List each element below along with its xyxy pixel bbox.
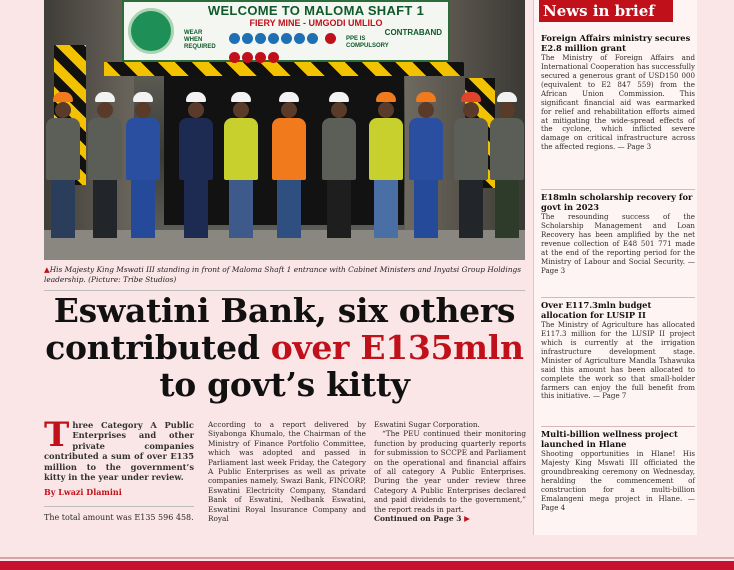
footer-band	[0, 561, 734, 570]
brief-body: The resounding success of the Scholarship Management and Loan Recovery has been amplified by the net revenue collection of E48 501 771 made at the end of the reporting period for the Ministry of Labour and Social Security. — Page 3	[541, 212, 695, 275]
vest-icon	[294, 33, 305, 44]
person	[88, 92, 122, 238]
headline-part1: Eswatini Bank, six others contributed	[45, 291, 516, 367]
news-in-brief-sidebar	[533, 0, 697, 535]
brief-headline: Foreign Affairs ministry secures E2.8 million grant	[541, 33, 691, 53]
mask-icon	[281, 33, 292, 44]
lead-photo	[44, 0, 525, 260]
person	[454, 92, 488, 238]
brief-story[interactable]	[541, 301, 695, 401]
divider	[541, 426, 695, 427]
article-body: According to a report delivered by Siyabonga Khumalo, the Chairman of the Ministry of Finance Portfolio Committee, which was adopted and passed in Parliament last week Friday, the Category A Public Enterprises as well as private companies namely, Swazi Bank, FINCORP, Eswatini Electricity Company, Standard Bank of Eswatini, Nedbank Eswatini, Eswatini Royal Insurance Company and Royal	[208, 420, 366, 524]
helmet-icon	[229, 33, 240, 44]
brief-body: The Ministry of Foreign Affairs and International Cooperation has successfully secured a generous grant of USD150 000 (equivalent to E2 847 559) from the African Union Commission. This significant financial aid was earmarked for relief and rehabilitation efforts aimed at mitigating the wide-spread effects of the cyclone, which inflicted severe damage on critical infrastructure across the affected regions. — Page 3	[541, 53, 695, 152]
gloves-icon	[255, 33, 266, 44]
article-quote: “The PEU continued their monitoring function by producing quarterly reports for submission to SCCPE and Parliament on the operational and financial affairs of all category A Public Enterprises. During the year under review three Category A Public Enterprises declared and paid dividends to the government,” the report reads in part.	[374, 429, 526, 514]
person	[409, 92, 443, 238]
byline: By Lwazi Dlamini	[44, 487, 122, 498]
person	[179, 92, 213, 238]
no-fire-icon	[242, 52, 253, 63]
brief-story[interactable]	[541, 193, 695, 276]
headline-highlight: over E135mln	[270, 328, 524, 367]
article-column-2	[208, 420, 366, 523]
article-body: Eswatini Sugar Corporation.	[374, 420, 480, 429]
person	[272, 92, 306, 238]
boots-icon	[242, 33, 253, 44]
arrow-right-icon: ▶	[464, 514, 470, 524]
divider	[541, 189, 695, 190]
continued-link[interactable]	[374, 514, 526, 523]
article-column-3	[374, 420, 526, 523]
footer-rule	[0, 557, 734, 559]
brief-headline: Over E117.3mln budget allocation for LUSIP II	[541, 300, 652, 320]
sidebar-title: News in brief	[539, 0, 673, 22]
brief-story[interactable]	[541, 34, 695, 152]
article-intro: hree Category A Public Enterprises and other private companies contributed a sum of over E135 million to the government’s kitty in the year under review.	[44, 420, 194, 483]
earplug-icon	[307, 33, 318, 44]
brief-headline: E18mln scholarship recovery for govt in 2023	[541, 192, 693, 212]
caption-text: His Majesty King Mswati III standing in front of Maloma Shaft 1 entrance with Cabinet Ministers and Inyatsi Group Holdings leadership. (Picture: Tribe Studios)	[44, 265, 521, 284]
no-camera-icon	[255, 52, 266, 63]
sign-compulsory: PPE IS COMPULSORY	[346, 36, 389, 49]
brief-body: Shooting opportunities in Hlane! His Majesty King Mswati III officiated the groundbreaking ceremony on Wednesday, heralding the commencement of construction for a multi-billion Emalangeni mega project in Hlane. — Page 4	[541, 449, 695, 512]
no-phone-icon	[325, 33, 336, 44]
person	[46, 92, 80, 238]
main-headline	[44, 292, 525, 403]
divider	[44, 506, 194, 507]
person	[322, 92, 356, 238]
person	[369, 92, 403, 238]
safety-icons	[228, 30, 340, 58]
sign-ppe-note: WEAR WHEN REQUIRED	[184, 30, 216, 50]
mine-welcome-sign	[122, 0, 450, 62]
photo-caption	[44, 265, 525, 285]
goggles-icon	[268, 33, 279, 44]
sign-title: WELCOME TO MALOMA SHAFT 1	[207, 3, 425, 18]
brief-story[interactable]	[541, 430, 695, 513]
person	[224, 92, 258, 238]
person	[126, 92, 160, 238]
continued-text: Continued on Page 3	[374, 514, 462, 524]
no-smoking-icon	[229, 52, 240, 63]
article-total: The total amount was E135 596 458.	[44, 512, 194, 522]
divider	[541, 297, 695, 298]
sign-contraband: CONTRABAND	[384, 28, 442, 37]
group-of-people	[44, 70, 525, 250]
dropcap: T	[44, 415, 70, 455]
sign-subtitle: FIERY MINE - UMGODI UMLILO	[249, 18, 383, 28]
headline-part3: to govt’s kitty	[159, 365, 410, 404]
brief-body: The Ministry of Agriculture has allocated E117.3 million for the LUSIP II project which is currently at the irrigation infrastructure development stage. Minister of Agriculture Mandla Tshawuka said this amount has been allocated to complete the work so that small-holder farmers can enjoy the full benefit from this initiative. — Page 7	[541, 320, 695, 401]
article-column-1	[44, 415, 194, 522]
brief-headline: Multi-billion wellness project launched in Hlane	[541, 429, 678, 449]
shield-logo-icon	[128, 8, 174, 54]
no-alcohol-icon	[268, 52, 279, 63]
caption-marker: ▲	[44, 265, 50, 274]
person	[490, 92, 524, 238]
